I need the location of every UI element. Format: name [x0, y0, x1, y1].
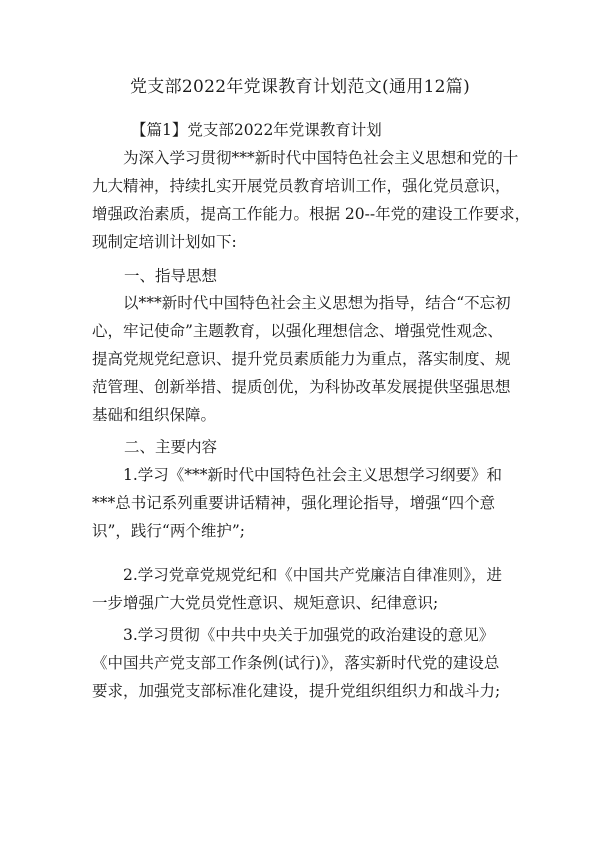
- intro-paragraph: [92, 144, 531, 256]
- paragraph-line: 心，牢记使命”主题教育，以强化理想信念、增强党性观念、: [92, 322, 503, 340]
- paragraph-line: 3.学习贯彻《中共中央关于加强党的政治建设的意见》: [123, 626, 495, 644]
- intro-line: 九大精神，持续扎实开展党员教育培训工作，强化党员意识，: [92, 177, 511, 195]
- paragraph-line: 范管理、创新举措、提质创优，为科协改革发展提供坚强思想: [92, 378, 511, 396]
- paragraph-line: ***总书记系列重要讲话精神，强化理论指导，增强“四个意: [92, 494, 496, 512]
- content-item-2: [92, 561, 512, 617]
- intro-line: 增强政治素质，提高工作能力。根据 20--年党的建设工作要求，: [92, 205, 531, 223]
- paragraph-line: 提高党规党纪意识、提升党员素质能力为重点，落实制度、规: [92, 350, 511, 368]
- document-title: 党支部2022年党课教育计划范文(通用12篇): [129, 77, 471, 97]
- content-item-1: [92, 461, 512, 545]
- guiding-thought-paragraph: [92, 289, 512, 429]
- intro-line: 现制定培训计划如下:: [92, 233, 237, 251]
- paragraph-line: 2.学习党章党规党纪和《中国共产党廉洁自律准则》，进: [123, 566, 503, 584]
- section-heading-guiding-thought: 一、指导思想: [124, 267, 218, 285]
- paragraph-line: 《中国共产党支部工作条例(试行)》，落实新时代党的建设总: [92, 654, 500, 672]
- paragraph-line: 要求，加强党支部标准化建设，提升党组织组织力和战斗力;: [92, 682, 501, 700]
- paragraph-line: 1.学习《***新时代中国特色社会主义思想学习纲要》和: [123, 466, 503, 484]
- paragraph-line: 识”，践行“两个维护”;: [92, 522, 245, 540]
- paragraph-line: 基础和组织保障。: [92, 406, 217, 424]
- content-item-3: [92, 621, 512, 705]
- paragraph-line: 一步增强广大党员党性意识、规矩意识、纪律意识;: [92, 594, 439, 612]
- section-heading-main-content: 二、主要内容: [124, 438, 218, 456]
- paragraph-line: 以***新时代中国特色社会主义思想为指导，结合“不忘初: [123, 294, 511, 312]
- intro-line: 为深入学习贯彻***新时代中国特色社会主义思想和党的十: [123, 149, 519, 167]
- article-heading: 【篇1】党支部2022年党课教育计划: [131, 121, 382, 139]
